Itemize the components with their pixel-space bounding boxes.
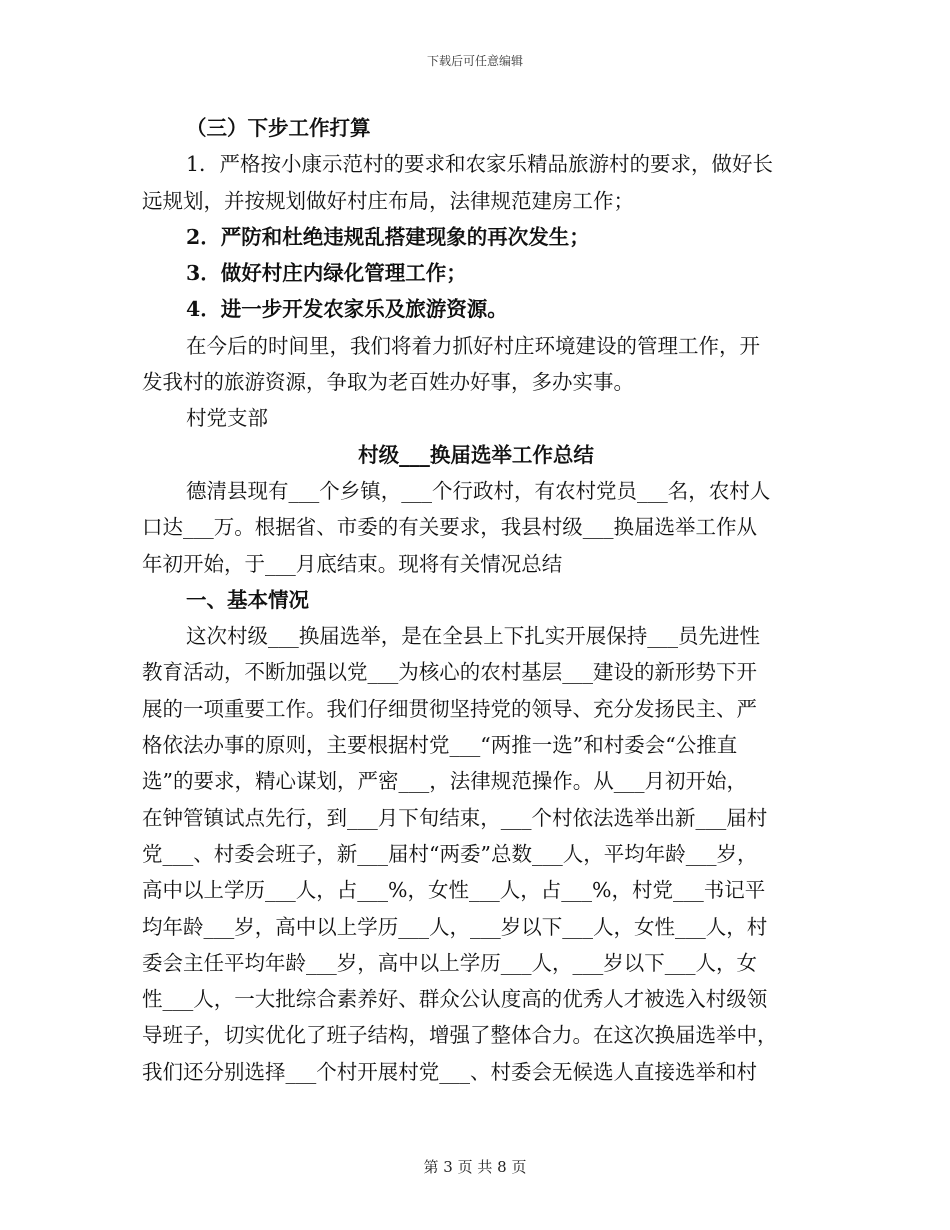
plan-item-3: 3．做好村庄内绿化管理工作； <box>186 261 467 286</box>
intro-paragraph-line2: 口达___万。根据省、市委的有关要求，我县村级___换届选举工作从 <box>142 515 757 540</box>
body-line: 我们还分别选择___个村开展村党___、村委会无候选人直接选举和村 <box>142 1059 757 1084</box>
page-footer: 第 3 页 共 8 页 <box>423 1158 527 1176</box>
section-heading-basic: 一、基本情况 <box>186 587 309 612</box>
signature: 村党支部 <box>186 406 268 431</box>
closing-paragraph: 在今后的时间里，我们将着力抓好村庄环境建设的管理工作，开 <box>186 333 760 358</box>
body-line: 导班子，切实优化了班子结构，增强了整体合力。在这次换届选举中， <box>142 1023 778 1048</box>
article-title: 村级___换届选举工作总结 <box>358 442 594 467</box>
body-line: 选”的要求，精心谋划，严密___，法律规范操作。从___月初开始， <box>142 769 747 794</box>
plan-item-2: 2．严防和杜绝违规乱搭建现象的再次发生； <box>186 224 590 249</box>
plan-item-1-cont: 远规划，并按规划做好村庄布局，法律规范建房工作； <box>142 188 634 213</box>
section-heading-next-steps: （三）下步工作打算 <box>186 116 371 140</box>
document-body <box>142 110 810 1090</box>
plan-item-1: 1．严格按小康示范村的要求和农家乐精品旅游村的要求，做好长 <box>186 152 774 177</box>
plan-item-4: 4．进一步开发农家乐及旅游资源。 <box>186 297 508 322</box>
intro-paragraph: 德清县现有___个乡镇，___个行政村，有农村党员___名，农村人 <box>186 478 771 503</box>
body-line: 高中以上学历___人，占___%，女性___人，占___%，村党___书记平 <box>142 878 766 903</box>
body-line: 教育活动，不断加强以党___为核心的农村基层___建设的新形势下开 <box>142 660 757 685</box>
body-line: 在钟管镇试点先行，到___月下旬结束，___个村依法选举出新___届村 <box>142 805 768 830</box>
body-line: 格依法办事的原则，主要根据村党___“两推一选”和村委会“公推直 <box>142 733 738 758</box>
body-line: 这次村级___换届选举，是在全县上下扎实开展保持___员先进性 <box>186 624 760 649</box>
body-line: 党___、村委会班子，新___届村“两委”总数___人，平均年龄___岁， <box>142 841 758 866</box>
page-header: 下载后可任意编辑 <box>426 54 523 68</box>
body-line: 展的一项重要工作。我们仔细贯彻坚持党的领导、充分发扬民主、严 <box>142 696 757 721</box>
closing-paragraph-cont: 发我村的旅游资源，争取为老百姓办好事，多办实事。 <box>142 370 634 395</box>
body-line: 均年龄___岁，高中以上学历___人，___岁以下___人，女性___人，村 <box>142 914 768 939</box>
body-line: 委会主任平均年龄___岁，高中以上学历___人，___岁以下___人，女 <box>142 950 757 975</box>
body-line: 性___人，一大批综合素养好、群众公认度高的优秀人才被选入村级领 <box>142 987 768 1012</box>
intro-paragraph-line3: 年初开始，于___月底结束。现将有关情况总结 <box>142 551 563 576</box>
